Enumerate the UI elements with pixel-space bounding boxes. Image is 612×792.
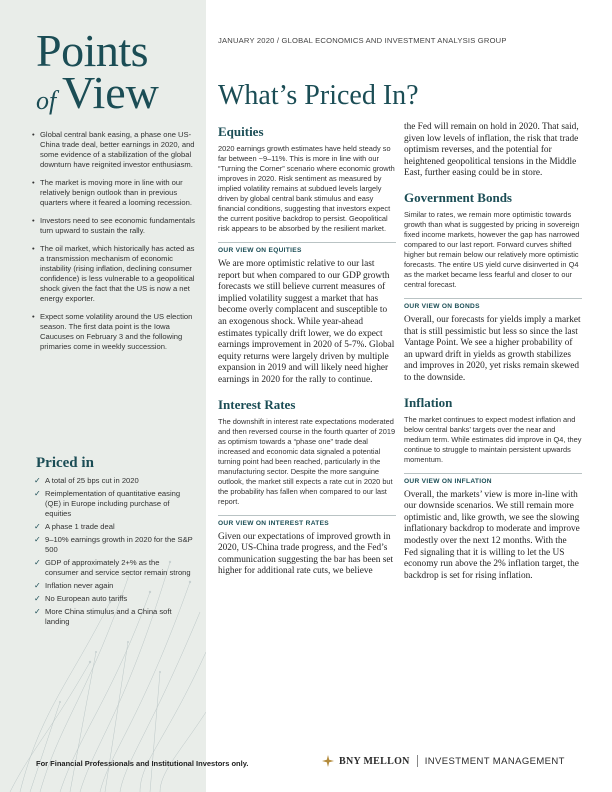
disclaimer-note: For Financial Professionals and Institutional Investors only. (36, 759, 249, 768)
equities-view: We are more optimistic relative to our last report but when compared to our GDP growth forecasts we still believe current measures of implied volatility suggest a market that has become overly complacent and susceptible to an exogenous shock. While year-ahead estimates typically drift lower, we do expect earnings improvement in 2020 of 5-7%. Global equity returns were largely driven by multiple expansion in 2019 and will likely need higher earnings in 2020 for the rally to continue. (218, 259, 395, 385)
check-icon: ✓ (34, 607, 41, 616)
list-item: ✓ A total of 25 bps cut in 2020 (34, 476, 139, 485)
inflation-body: The market continues to expect modest inflation and below central banks’ targets over the near and medium term. While estimates did improve in Q4, they continue to struggle to maintain persistent upwards momentum. (404, 414, 582, 464)
key-points-list (34, 130, 196, 360)
list-item: ✓ GDP of approximately 2+% as the consumer and service sector remain strong (34, 558, 191, 577)
equities-heading: Equities (218, 124, 264, 139)
list-item: ✓ A phase 1 trade deal (34, 522, 115, 531)
list-item: • Investors need to see economic fundamentals turn upward to sustain the rally. (34, 216, 196, 236)
rates-view-part2: the Fed will remain on hold in 2020. That said, given low levels of inflation, the risk that trade optimism reverses, and the potential for heightened geopolitical tensions in the Middle East, further easing could be in store. (404, 122, 579, 179)
header-separator: / (276, 36, 280, 45)
bonds-heading: Government Bonds (404, 189, 512, 205)
check-icon: ✓ (34, 489, 41, 498)
header-line (218, 36, 507, 45)
bny-mellon-mark-icon (322, 755, 334, 767)
priced-in-list (34, 476, 194, 630)
logo-view: View (62, 67, 159, 118)
bonds-view: Overall, our forecasts for yields imply a market that is still pessimistic but less so since the last Vantage Point. We see a higher probability of an upward drift in yields as growth stabilizes and improves in 2020, yet risks remain skewed to the downside. (404, 314, 581, 383)
list-item: • The oil market, which historically has acted as a transmission mechanism of economic instability (rising inflation, declining consumer confidence) is less vulnerable to a geopolitical shock given the fact that the US is now a net energy exporter. (34, 244, 196, 304)
inflation-heading: Inflation (404, 394, 453, 410)
priced-in-title: Priced in (36, 455, 94, 471)
list-item: ✓ Reimplementation of quantitative easing (QE) in Europe including purchase of equities (34, 489, 181, 518)
report-date: JANUARY 2020 (218, 36, 275, 45)
brand-logo (322, 755, 565, 767)
equities-body: 2020 earnings growth estimates have held steady so far between ~9–11%. This is more in line with our “Turning the Corner” scenario where economic growth improves in 2020. Risk sentiment as measured by implied volatility remains at subdued levels largely driven by global central bank stimulus and easy financial conditions, suggesting that investors expect the current positive backdrop to persist. Geopolitical risk appears to be absorbed by the resilient market. (218, 144, 395, 233)
rates-view-part1: Given our expectations of improved growth in 2020, US-China trade progress, and the Fed’s communication suggesting the bar has been set higher for additional rate cuts, we believe (218, 531, 394, 577)
list-item: ✓ Inflation never again (34, 581, 114, 590)
column-right (404, 122, 582, 592)
page-title: What’s Priced In? (218, 80, 419, 111)
list-item: ✓ 9–10% earnings growth in 2020 for the S&P 500 (34, 535, 193, 554)
logo-of: of (36, 86, 57, 115)
check-icon: ✓ (34, 522, 41, 531)
bonds-view-label: OUR VIEW ON BONDS (404, 298, 582, 310)
sidebar (0, 0, 206, 792)
check-icon: ✓ (34, 581, 41, 590)
check-icon: ✓ (34, 476, 41, 485)
check-icon: ✓ (34, 558, 41, 567)
report-group: GLOBAL ECONOMICS AND INVESTMENT ANALYSIS GROUP (281, 36, 507, 45)
logo-points: Points (36, 25, 149, 76)
equities-view-label: OUR VIEW ON EQUITIES (218, 242, 396, 254)
brand-divider (417, 755, 418, 767)
list-item: ✓ No European auto tariffs (34, 594, 128, 603)
list-item: ✓ More China stimulus and a China soft landing (34, 607, 172, 626)
column-left (218, 124, 396, 588)
bonds-body: Similar to rates, we remain more optimistic towards growth than what is suggested by pricing in sovereign fixed income markets, however the gap has narrowed compared to our last report. Forward curves shifted higher but remain below our relatively more optimistic forecasts. The entire US yield curve disinverted in Q4 as the market became less fearful and closer to our central forecast. (404, 209, 580, 289)
list-item: • Expect some volatility around the US election season. The first data point is the Iowa Caucuses on February 3 and the following primaries come in weekly succession. (34, 312, 196, 352)
rates-view-label: OUR VIEW ON INTEREST RATES (218, 515, 396, 527)
check-icon: ✓ (34, 535, 41, 544)
brand-unit: INVESTMENT MANAGEMENT (424, 755, 565, 767)
inflation-view: Overall, the markets’ view is more in-line with our downside scenarios. We still remain more optimistic and, like growth, we see the slowing inflationary backdrop to moderate and improve modestly over the next 12 months. With the Fed signaling that it is willing to let the US economy run above the 2% inflation target, the backdrop is set for rising inflation. (404, 489, 580, 581)
inflation-view-label: OUR VIEW ON INFLATION (404, 473, 582, 485)
list-item: • The market is moving more in line with our relatively benign outlook than in previous quarters where it feared a looming recession. (34, 178, 196, 208)
rates-body: The downshift in interest rate expectations moderated and then reversed course in the fourth quarter of 2019 as optimism towards a “phase one” trade deal increased and economic data signaled a potential turning point had been reached, particularly in the manufacturing sector. Despite the more sanguine outlook, the market still expects a rate cut in 2020 but the probability has fallen when compared to our last report. (218, 416, 396, 506)
list-item: • Global central bank easing, a phase one US-China trade deal, better earnings in 2020, and some evidence of a stabilization of the global downturn have reignited investor enthusiasm. (34, 130, 196, 170)
check-icon: ✓ (34, 594, 41, 603)
rates-heading: Interest Rates (218, 396, 296, 412)
brand-name: BNY MELLON (339, 755, 410, 767)
